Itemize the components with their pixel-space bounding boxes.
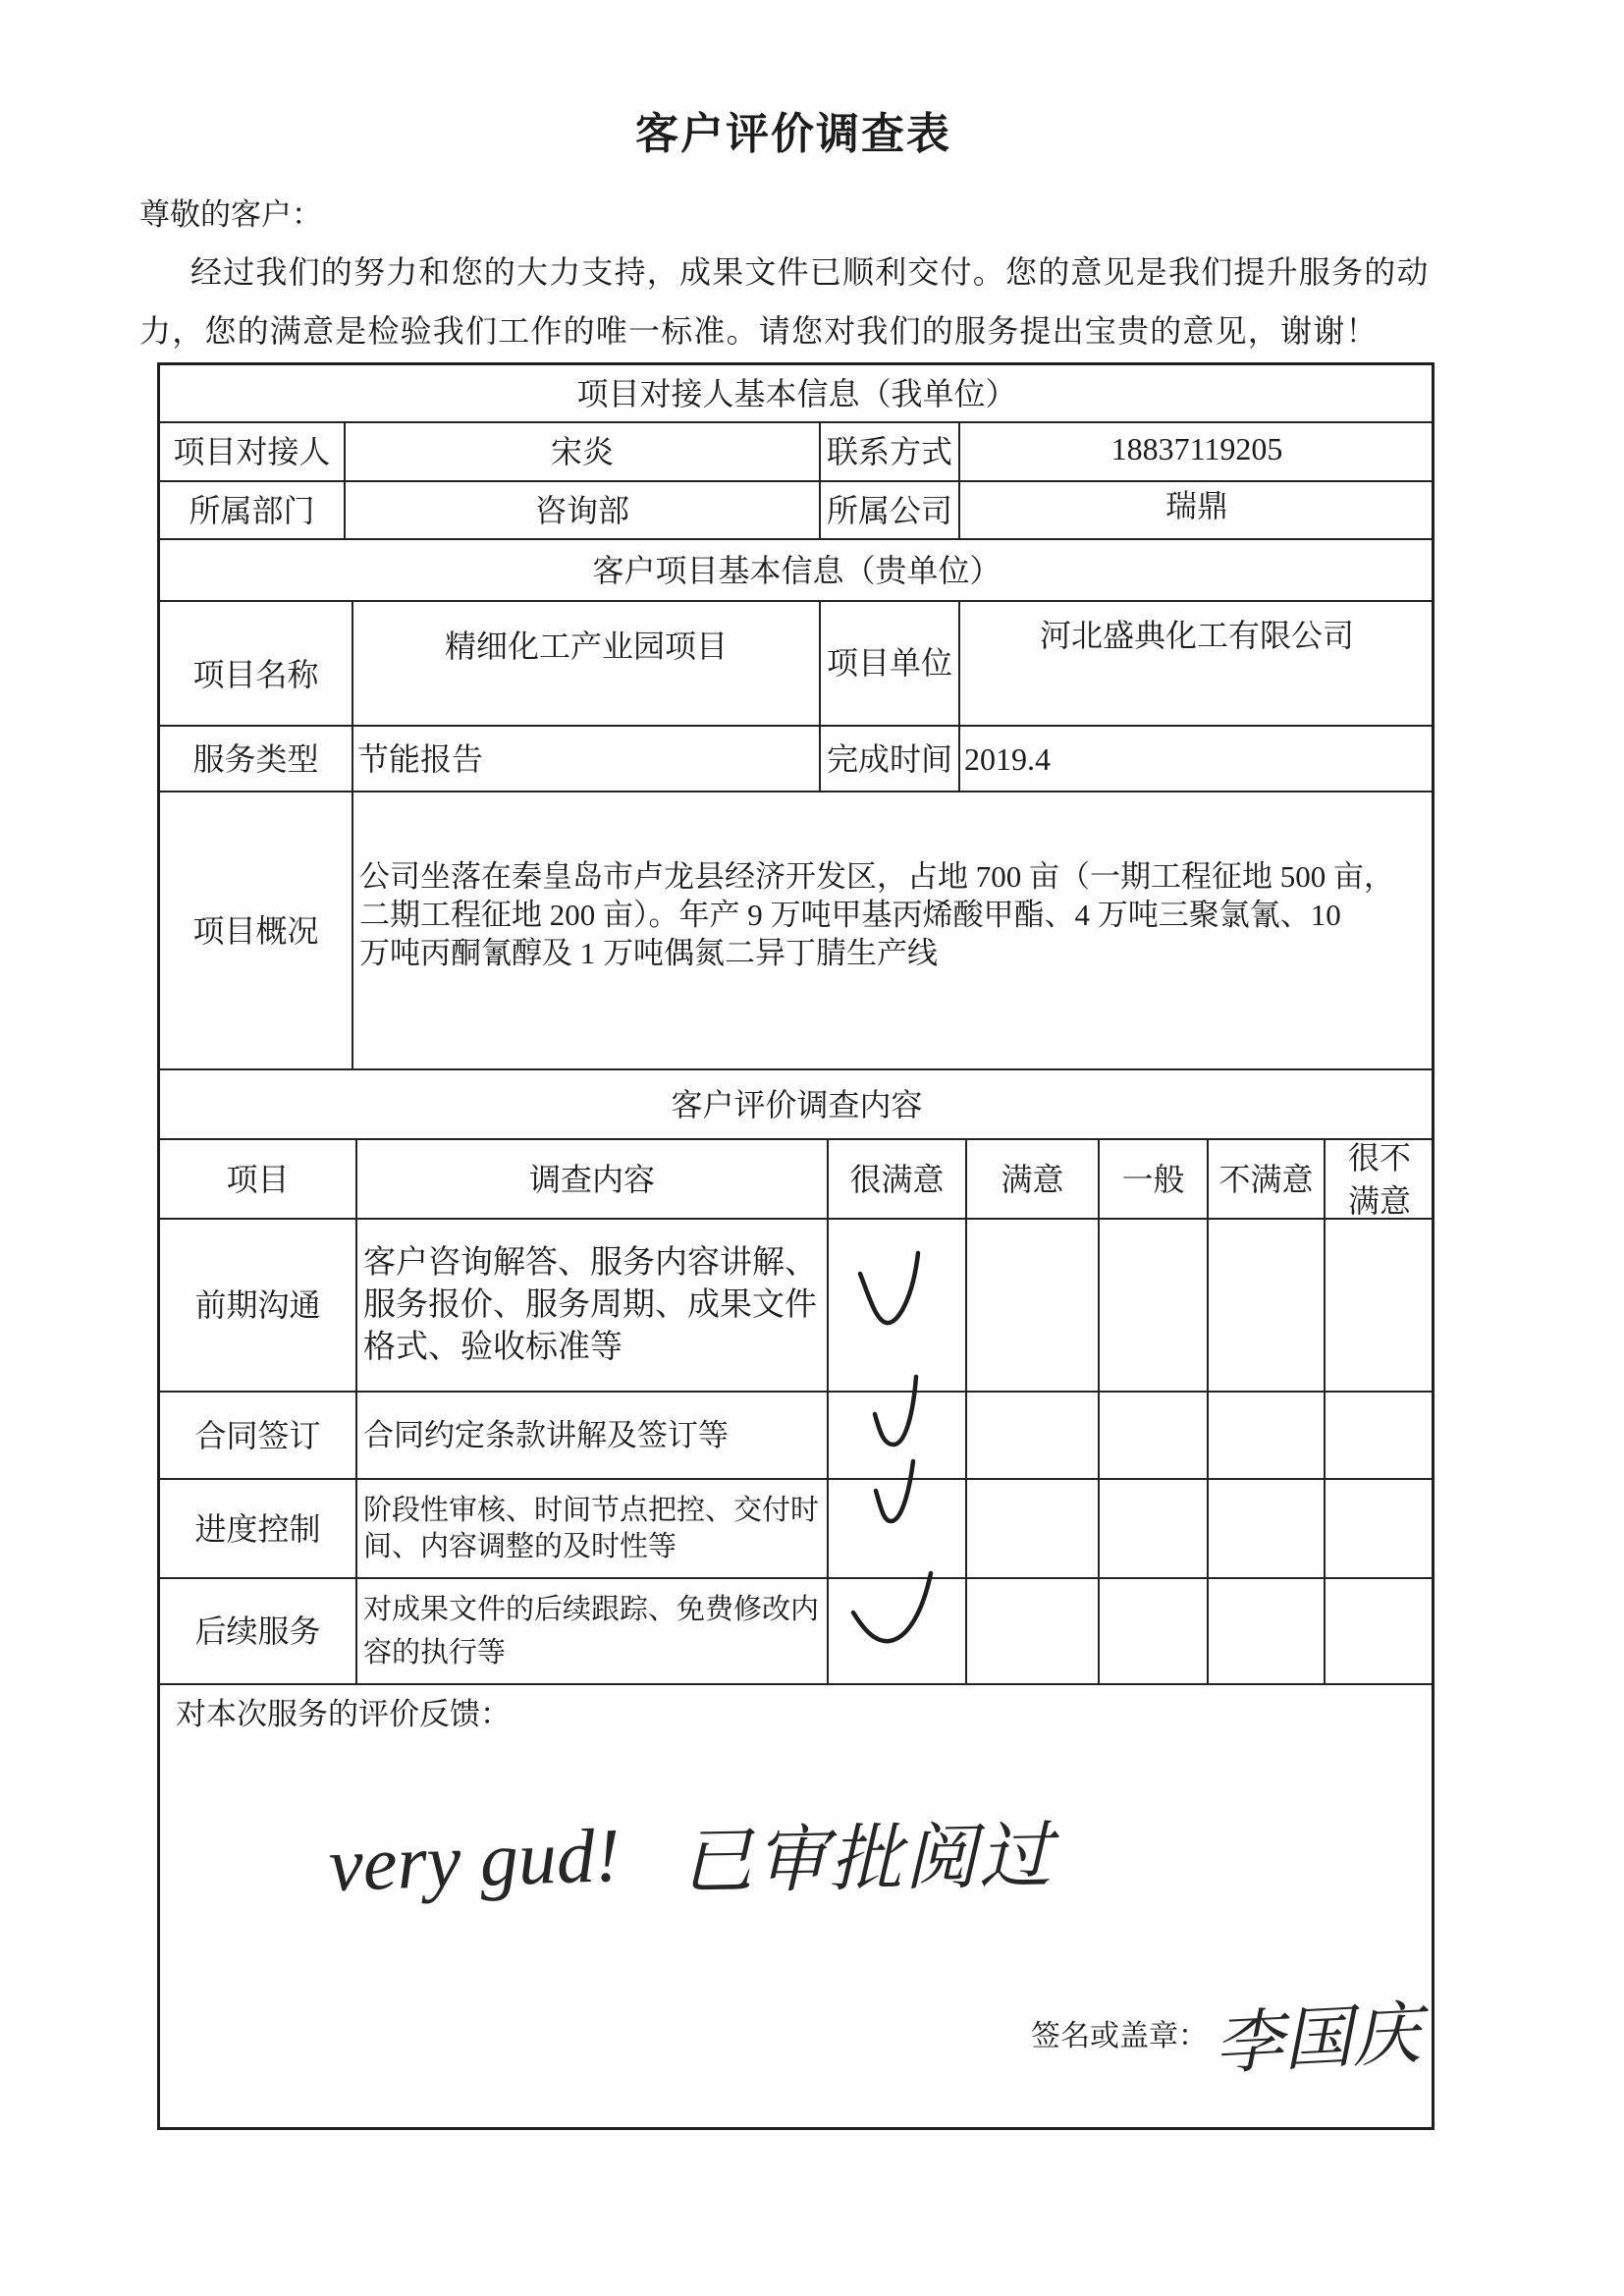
survey-item-contract-signing: 合同签订 (158, 1391, 355, 1478)
content-line: 对成果文件的后续跟踪、免费修改内 (363, 1594, 820, 1625)
col-item-header: 项目 (158, 1138, 355, 1218)
col-very-dissatisfied-label: 很不满意 (1347, 1139, 1411, 1219)
phone-value: 18837119205 (958, 421, 1434, 480)
survey-item-early-communication: 前期沟通 (158, 1218, 355, 1391)
survey-content-contract-signing (355, 1391, 827, 1478)
survey-content-text (363, 1242, 817, 1369)
survey-content-progress-control (355, 1478, 827, 1577)
content-line: 阶段性审核、时间节点把控、交付时 (363, 1494, 820, 1526)
rating-cell-very-satisfied (827, 1478, 965, 1577)
project-overview-label: 项目概况 (158, 791, 352, 1068)
survey-content-early-communication (355, 1218, 827, 1391)
rating-cell-very-dissatisfied (1324, 1218, 1434, 1391)
content-line: 服务报价、服务周期、成果文件 (363, 1286, 817, 1323)
company-label: 所属公司 (819, 480, 958, 538)
service-type-label: 服务类型 (158, 725, 352, 791)
rating-cell-dissatisfied (1207, 1218, 1324, 1391)
signature-label: 签名或盖章： (1031, 2020, 1208, 2052)
handwritten-feedback-latin: very gud! (327, 1811, 623, 1908)
rating-cell-satisfied (965, 1478, 1098, 1577)
survey-item-progress-control: 进度控制 (158, 1478, 355, 1577)
project-unit-label: 项目单位 (819, 600, 958, 725)
handwritten-signature: 李国庆 (1213, 1996, 1423, 2084)
content-line: 格式、验收标准等 (363, 1329, 623, 1365)
content-line: 合同约定条款讲解及签订等 (363, 1417, 729, 1452)
overview-text (359, 857, 1394, 972)
contact-section-heading: 项目对接人基本信息（我单位） (158, 363, 1434, 421)
feedback-label: 对本次服务的评价反馈： (176, 1697, 511, 1731)
completion-date-label: 完成时间 (819, 725, 958, 791)
department-label: 所属部门 (158, 480, 344, 538)
rating-cell-satisfied (965, 1391, 1098, 1478)
rating-cell-very-dissatisfied (1324, 1391, 1434, 1478)
intro-line-1: 经过我们的努力和您的大力支持，成果文件已顺利交付。您的意见是我们提升服务的动 (190, 254, 1430, 290)
col-dissatisfied-header: 不满意 (1207, 1138, 1324, 1218)
project-name-value: 精细化工产业园项目 (352, 600, 819, 725)
survey-content-text (363, 1493, 819, 1565)
content-line: 间、内容调整的及时性等 (363, 1530, 677, 1562)
phone-label: 联系方式 (819, 421, 958, 480)
rating-cell-average (1098, 1577, 1207, 1683)
overview-line: 万吨丙酮氰醇及 1 万吨偶氮二异丁腈生产线 (359, 936, 938, 970)
survey-content-text (363, 1588, 819, 1674)
project-unit-value: 河北盛典化工有限公司 (958, 600, 1434, 725)
rating-cell-average (1098, 1478, 1207, 1577)
col-very-dissatisfied-header (1324, 1138, 1434, 1218)
rating-cell-very-satisfied (827, 1391, 965, 1478)
overview-line: 公司坐落在秦皇岛市卢龙县经济开发区，占地 700 亩（一期工程征地 500 亩， (359, 859, 1394, 894)
survey-item-after-service: 后续服务 (158, 1577, 355, 1683)
survey-content-text (363, 1416, 729, 1455)
survey-content-after-service (355, 1577, 827, 1683)
col-average-header: 一般 (1098, 1138, 1207, 1218)
content-line: 容的执行等 (363, 1637, 507, 1668)
rating-cell-very-dissatisfied (1324, 1478, 1434, 1577)
completion-date-value: 2019.4 (958, 725, 1434, 791)
handwritten-feedback-chinese: 已审批阅过 (679, 1816, 1055, 1904)
rating-cell-very-satisfied (827, 1218, 965, 1391)
overview-line: 二期工程征地 200 亩）。年产 9 万吨甲基丙烯酸甲酯、4 万吨三聚氯氰、10 (359, 898, 1341, 932)
rating-cell-satisfied (965, 1577, 1098, 1683)
rating-cell-average (1098, 1391, 1207, 1478)
contact-person-label: 项目对接人 (158, 421, 344, 480)
col-satisfied-header: 满意 (965, 1138, 1098, 1218)
form-title: 客户评价调查表 (635, 110, 951, 158)
rating-cell-very-dissatisfied (1324, 1577, 1434, 1683)
rating-cell-dissatisfied (1207, 1391, 1324, 1478)
project-overview-value (352, 791, 1434, 1068)
rating-cell-dissatisfied (1207, 1478, 1324, 1577)
project-name-label: 项目名称 (158, 600, 352, 725)
survey-section-heading: 客户评价调查内容 (158, 1068, 1434, 1138)
rating-cell-dissatisfied (1207, 1577, 1324, 1683)
rating-cell-average (1098, 1218, 1207, 1391)
greeting: 尊敬的客户： (139, 197, 322, 232)
company-value: 瑞鼎 (958, 480, 1434, 538)
intro-line-2: 力，您的满意是检验我们工作的唯一标准。请您对我们的服务提出宝贵的意见，谢谢！ (139, 313, 1379, 349)
contact-person-value: 宋炎 (344, 421, 819, 480)
department-value: 咨询部 (344, 480, 819, 538)
rating-cell-very-satisfied (827, 1577, 965, 1683)
rating-cell-satisfied (965, 1218, 1098, 1391)
col-content-header: 调查内容 (355, 1138, 827, 1218)
project-section-heading: 客户项目基本信息（贵单位） (158, 538, 1434, 600)
content-line: 客户咨询解答、服务内容讲解、 (363, 1244, 817, 1281)
service-type-value: 节能报告 (352, 725, 819, 791)
col-very-satisfied-header: 很满意 (827, 1138, 965, 1218)
